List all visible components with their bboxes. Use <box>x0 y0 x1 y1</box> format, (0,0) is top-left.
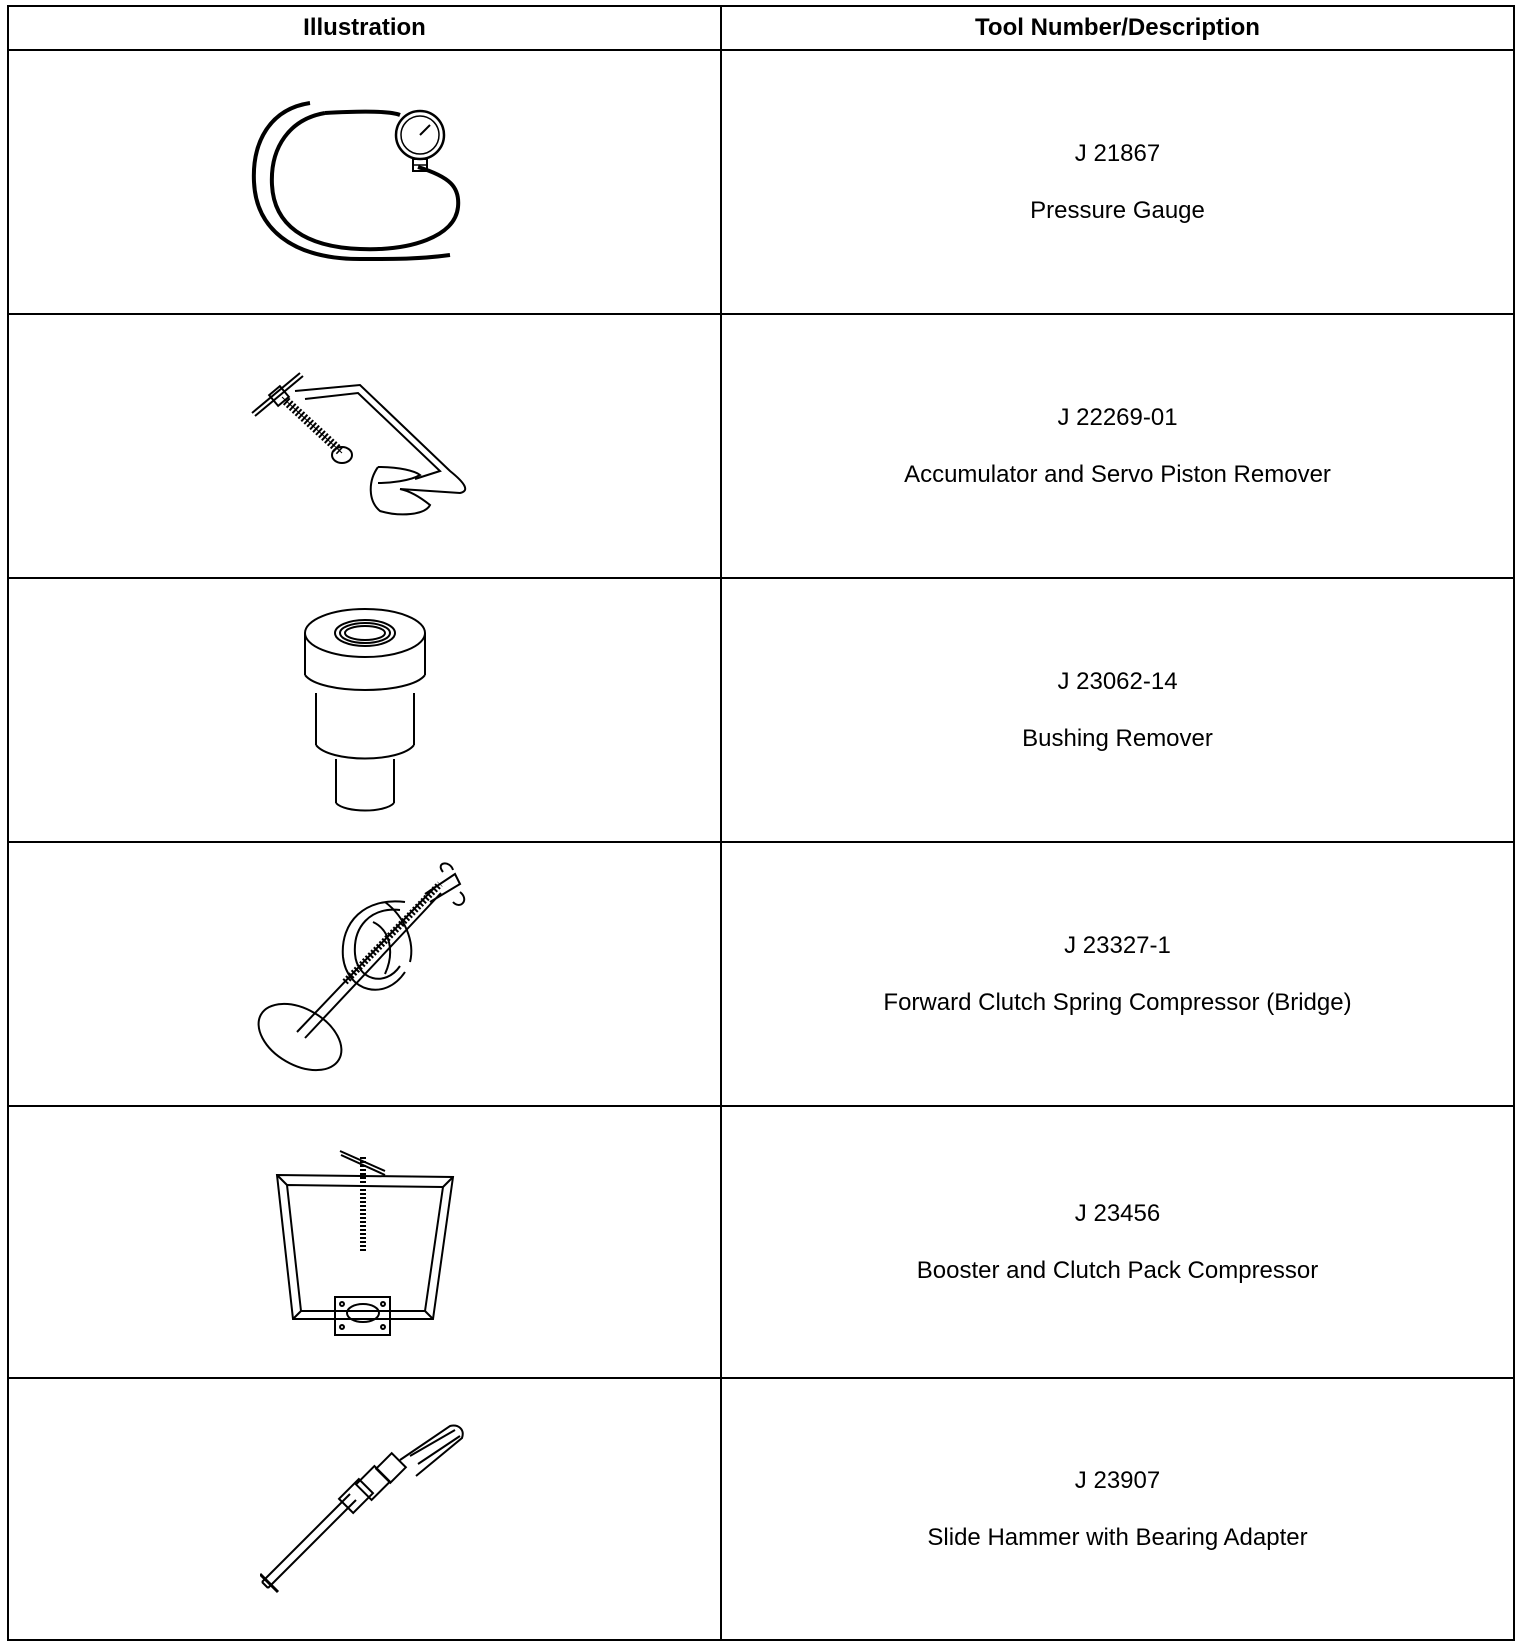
tool-number: J 23062-14 <box>1057 667 1178 695</box>
piston-remover-icon <box>250 371 480 521</box>
description-cell <box>721 578 1514 842</box>
tool-name: Booster and Clutch Pack Compressor <box>916 1256 1319 1284</box>
tool-name: Accumulator and Servo Piston Remover <box>904 460 1331 488</box>
header-row <box>8 6 1514 50</box>
description-header: Tool Number/Description <box>721 6 1514 50</box>
illustration-header: Illustration <box>8 6 721 50</box>
special-tools-table <box>7 5 1515 1641</box>
slide-hammer-icon <box>260 1424 470 1594</box>
tool-name: Forward Clutch Spring Compressor (Bridge) <box>883 988 1352 1016</box>
bushing-remover-icon <box>300 605 430 815</box>
description-cell <box>721 314 1514 578</box>
description-cell <box>721 1106 1514 1378</box>
tool-number: J 22269-01 <box>1057 403 1178 431</box>
table-row <box>8 50 1514 314</box>
description-cell <box>721 50 1514 314</box>
table-row <box>8 1378 1514 1640</box>
illustration-cell <box>8 1106 721 1378</box>
illustration-cell <box>8 842 721 1106</box>
tool-number: J 23907 <box>1074 1466 1161 1494</box>
tool-name: Slide Hammer with Bearing Adapter <box>927 1523 1308 1551</box>
pressure-gauge-icon <box>250 97 480 267</box>
illustration-cell <box>8 314 721 578</box>
table-row <box>8 578 1514 842</box>
table-row <box>8 842 1514 1106</box>
description-cell <box>721 1378 1514 1640</box>
illustration-cell <box>8 578 721 842</box>
clutch-pack-compressor-icon <box>275 1147 455 1337</box>
tool-number: J 23327-1 <box>1064 931 1171 959</box>
illustration-cell <box>8 50 721 314</box>
description-cell <box>721 842 1514 1106</box>
table-row <box>8 1106 1514 1378</box>
spring-compressor-icon <box>255 862 475 1087</box>
tool-name: Pressure Gauge <box>1030 196 1205 224</box>
tool-number: J 23456 <box>1074 1199 1161 1227</box>
tool-number: J 21867 <box>1074 139 1161 167</box>
illustration-cell <box>8 1378 721 1640</box>
table-row <box>8 314 1514 578</box>
tool-name: Bushing Remover <box>1022 724 1213 752</box>
